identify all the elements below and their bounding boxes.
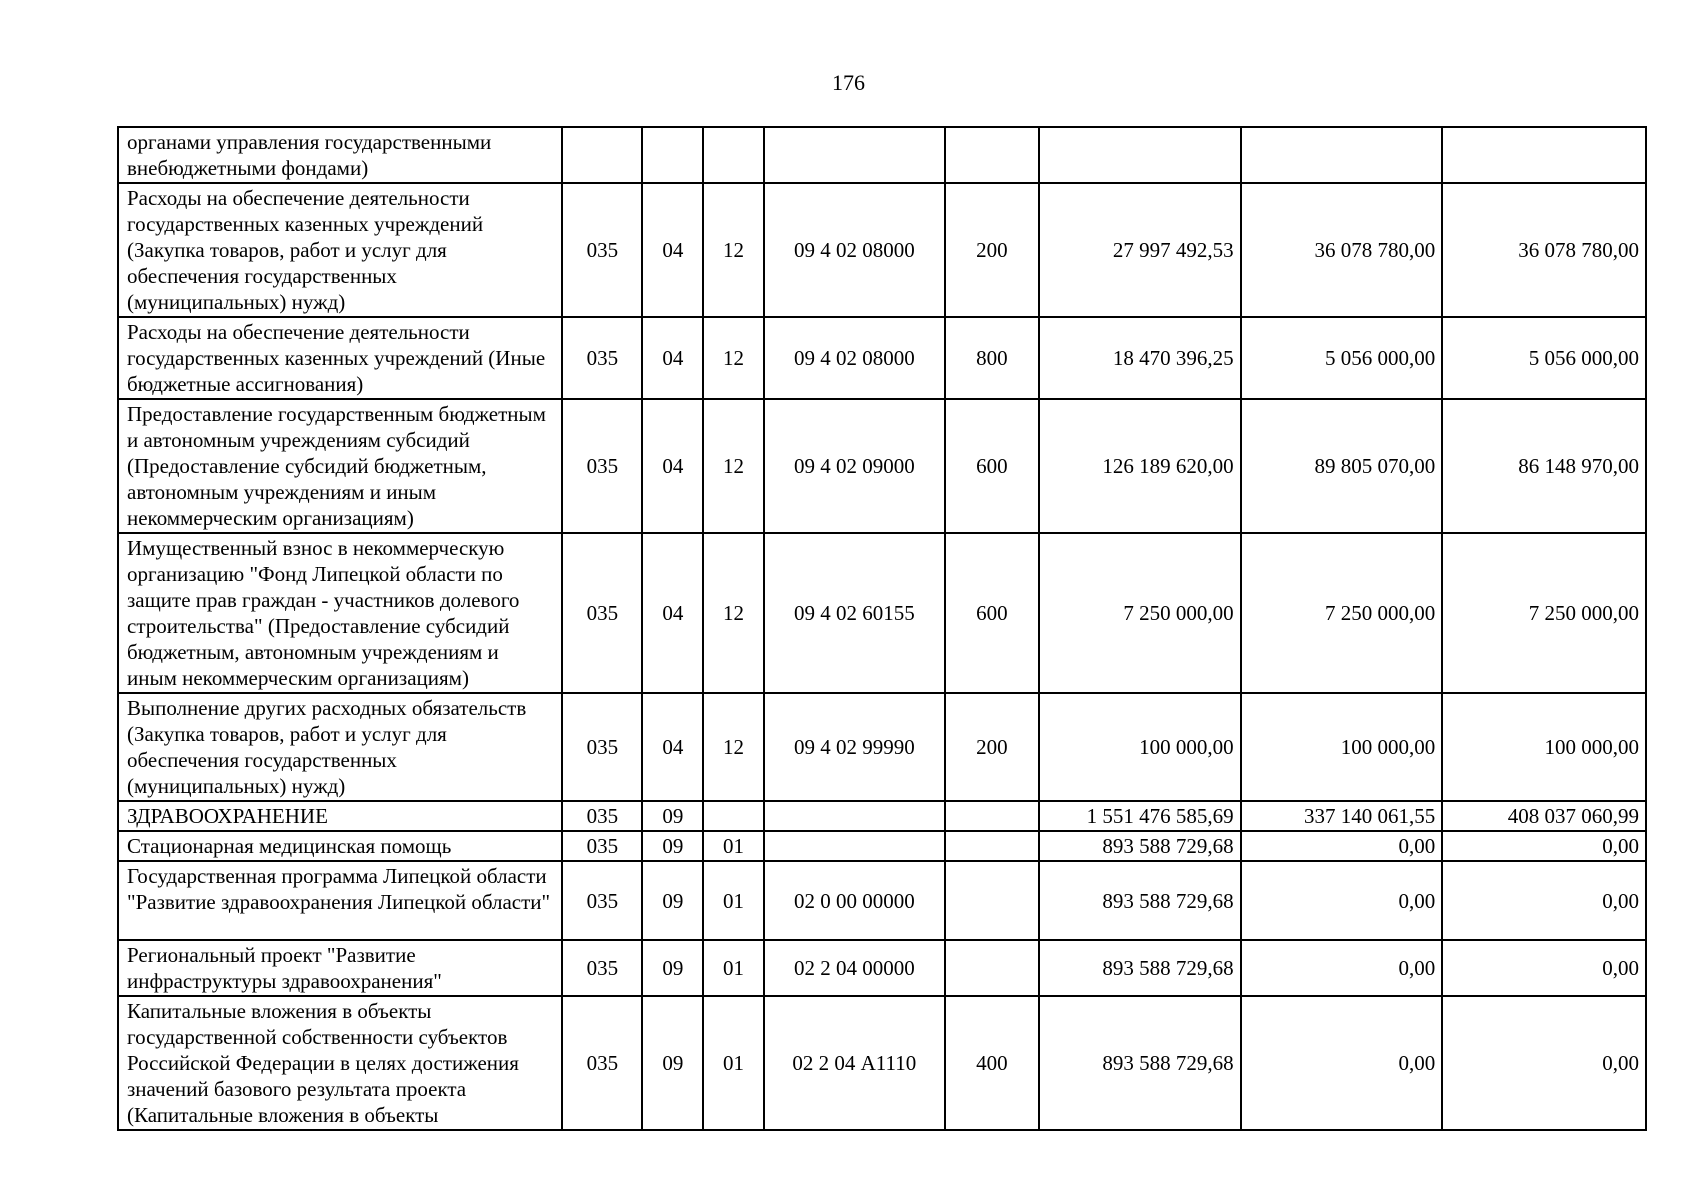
row-amount-year3: 0,00 bbox=[1442, 861, 1646, 940]
row-amount-year3: 7 250 000,00 bbox=[1442, 533, 1646, 693]
row-name: органами управления государственными внебюджетными фондами) bbox=[118, 127, 562, 183]
row-vr bbox=[945, 940, 1039, 996]
table-row bbox=[118, 533, 1646, 693]
table-row bbox=[118, 861, 1646, 940]
row-gr: 035 bbox=[562, 996, 642, 1130]
row-gr: 035 bbox=[562, 693, 642, 801]
row-amount-year1: 18 470 396,25 bbox=[1039, 317, 1241, 399]
row-csr: 09 4 02 08000 bbox=[764, 317, 945, 399]
row-pr: 12 bbox=[703, 693, 764, 801]
row-amount-year1: 27 997 492,53 bbox=[1039, 183, 1241, 317]
row-csr: 09 4 02 99990 bbox=[764, 693, 945, 801]
table-row bbox=[118, 940, 1646, 996]
row-rz: 04 bbox=[642, 183, 703, 317]
row-csr: 09 4 02 08000 bbox=[764, 183, 945, 317]
row-csr: 02 2 04 00000 bbox=[764, 940, 945, 996]
row-amount-year3: 86 148 970,00 bbox=[1442, 399, 1646, 533]
row-amount-year1: 893 588 729,68 bbox=[1039, 940, 1241, 996]
table-row bbox=[118, 801, 1646, 831]
row-gr: 035 bbox=[562, 831, 642, 861]
row-pr: 12 bbox=[703, 399, 764, 533]
row-rz: 09 bbox=[642, 831, 703, 861]
row-amount-year3: 0,00 bbox=[1442, 996, 1646, 1130]
row-csr: 09 4 02 60155 bbox=[764, 533, 945, 693]
row-amount-year1: 7 250 000,00 bbox=[1039, 533, 1241, 693]
row-pr: 01 bbox=[703, 831, 764, 861]
row-vr: 400 bbox=[945, 996, 1039, 1130]
row-pr: 12 bbox=[703, 533, 764, 693]
row-gr: 035 bbox=[562, 801, 642, 831]
row-rz: 04 bbox=[642, 317, 703, 399]
table-row bbox=[118, 127, 1646, 183]
row-pr: 01 bbox=[703, 861, 764, 940]
row-name: Предоставление государственным бюджетным и автономным учреждениям субсидий (Предоставление субсидий бюджетным, автономным учреждениям и иным некоммерческим организациям) bbox=[118, 399, 562, 533]
row-name: Региональный проект "Развитие инфраструктуры здравоохранения" bbox=[118, 940, 562, 996]
row-vr: 600 bbox=[945, 399, 1039, 533]
row-pr bbox=[703, 127, 764, 183]
table-row bbox=[118, 693, 1646, 801]
row-rz: 09 bbox=[642, 996, 703, 1130]
row-amount-year1: 893 588 729,68 bbox=[1039, 996, 1241, 1130]
row-name: Капитальные вложения в объекты государственной собственности субъектов Российской Федерации в целях достижения значений базового результата проекта (Капитальные вложения в объекты bbox=[118, 996, 562, 1130]
row-pr bbox=[703, 801, 764, 831]
row-gr: 035 bbox=[562, 940, 642, 996]
row-gr: 035 bbox=[562, 399, 642, 533]
row-vr: 600 bbox=[945, 533, 1039, 693]
row-rz: 09 bbox=[642, 801, 703, 831]
row-csr bbox=[764, 831, 945, 861]
row-amount-year2: 0,00 bbox=[1241, 940, 1443, 996]
row-amount-year2: 0,00 bbox=[1241, 861, 1443, 940]
row-pr: 12 bbox=[703, 183, 764, 317]
row-csr: 02 2 04 А1110 bbox=[764, 996, 945, 1130]
row-name: Стационарная медицинская помощь bbox=[118, 831, 562, 861]
row-amount-year2 bbox=[1241, 127, 1443, 183]
page-number: 176 bbox=[832, 70, 865, 95]
row-rz bbox=[642, 127, 703, 183]
row-gr: 035 bbox=[562, 861, 642, 940]
row-name: Выполнение других расходных обязательств (Закупка товаров, работ и услуг для обеспечения государственных (муниципальных) нужд) bbox=[118, 693, 562, 801]
row-amount-year3: 0,00 bbox=[1442, 940, 1646, 996]
row-vr: 200 bbox=[945, 183, 1039, 317]
row-amount-year2: 0,00 bbox=[1241, 996, 1443, 1130]
row-amount-year1: 893 588 729,68 bbox=[1039, 861, 1241, 940]
table-row bbox=[118, 831, 1646, 861]
row-amount-year2: 5 056 000,00 bbox=[1241, 317, 1443, 399]
row-amount-year3: 408 037 060,99 bbox=[1442, 801, 1646, 831]
row-pr: 01 bbox=[703, 996, 764, 1130]
row-amount-year3: 5 056 000,00 bbox=[1442, 317, 1646, 399]
row-vr bbox=[945, 801, 1039, 831]
row-gr: 035 bbox=[562, 317, 642, 399]
row-amount-year1: 100 000,00 bbox=[1039, 693, 1241, 801]
row-name: Государственная программа Липецкой области "Развитие здравоохранения Липецкой области" bbox=[118, 861, 562, 940]
row-name: Расходы на обеспечение деятельности государственных казенных учреждений (Иные бюджетные ассигнования) bbox=[118, 317, 562, 399]
row-amount-year3: 36 078 780,00 bbox=[1442, 183, 1646, 317]
row-name: Расходы на обеспечение деятельности государственных казенных учреждений (Закупка товаров, работ и услуг для обеспечения государственных (муниципальных) нужд) bbox=[118, 183, 562, 317]
row-vr bbox=[945, 861, 1039, 940]
row-csr bbox=[764, 127, 945, 183]
row-vr bbox=[945, 127, 1039, 183]
table-row bbox=[118, 183, 1646, 317]
row-amount-year1: 1 551 476 585,69 bbox=[1039, 801, 1241, 831]
table-row bbox=[118, 996, 1646, 1130]
row-rz: 09 bbox=[642, 861, 703, 940]
budget-table bbox=[117, 126, 1647, 1131]
row-amount-year2: 89 805 070,00 bbox=[1241, 399, 1443, 533]
row-csr: 09 4 02 09000 bbox=[764, 399, 945, 533]
row-amount-year1: 126 189 620,00 bbox=[1039, 399, 1241, 533]
row-amount-year1: 893 588 729,68 bbox=[1039, 831, 1241, 861]
row-amount-year2: 0,00 bbox=[1241, 831, 1443, 861]
row-amount-year2: 337 140 061,55 bbox=[1241, 801, 1443, 831]
row-vr: 800 bbox=[945, 317, 1039, 399]
table-row bbox=[118, 317, 1646, 399]
row-rz: 04 bbox=[642, 533, 703, 693]
row-amount-year3: 100 000,00 bbox=[1442, 693, 1646, 801]
row-name: ЗДРАВООХРАНЕНИЕ bbox=[118, 801, 562, 831]
row-amount-year2: 100 000,00 bbox=[1241, 693, 1443, 801]
row-vr: 200 bbox=[945, 693, 1039, 801]
row-amount-year2: 36 078 780,00 bbox=[1241, 183, 1443, 317]
row-csr: 02 0 00 00000 bbox=[764, 861, 945, 940]
row-rz: 04 bbox=[642, 693, 703, 801]
row-pr: 01 bbox=[703, 940, 764, 996]
row-rz: 04 bbox=[642, 399, 703, 533]
row-gr: 035 bbox=[562, 533, 642, 693]
row-amount-year3 bbox=[1442, 127, 1646, 183]
row-rz: 09 bbox=[642, 940, 703, 996]
row-amount-year2: 7 250 000,00 bbox=[1241, 533, 1443, 693]
row-pr: 12 bbox=[703, 317, 764, 399]
row-gr: 035 bbox=[562, 183, 642, 317]
row-vr bbox=[945, 831, 1039, 861]
row-gr bbox=[562, 127, 642, 183]
row-csr bbox=[764, 801, 945, 831]
row-amount-year3: 0,00 bbox=[1442, 831, 1646, 861]
row-amount-year1 bbox=[1039, 127, 1241, 183]
table-row bbox=[118, 399, 1646, 533]
row-name: Имущественный взнос в некоммерческую организацию "Фонд Липецкой области по защите прав граждан - участников долевого строительства" (Предоставление субсидий бюджетным, автономным учреждениям и иным некоммерческим организациям) bbox=[118, 533, 562, 693]
